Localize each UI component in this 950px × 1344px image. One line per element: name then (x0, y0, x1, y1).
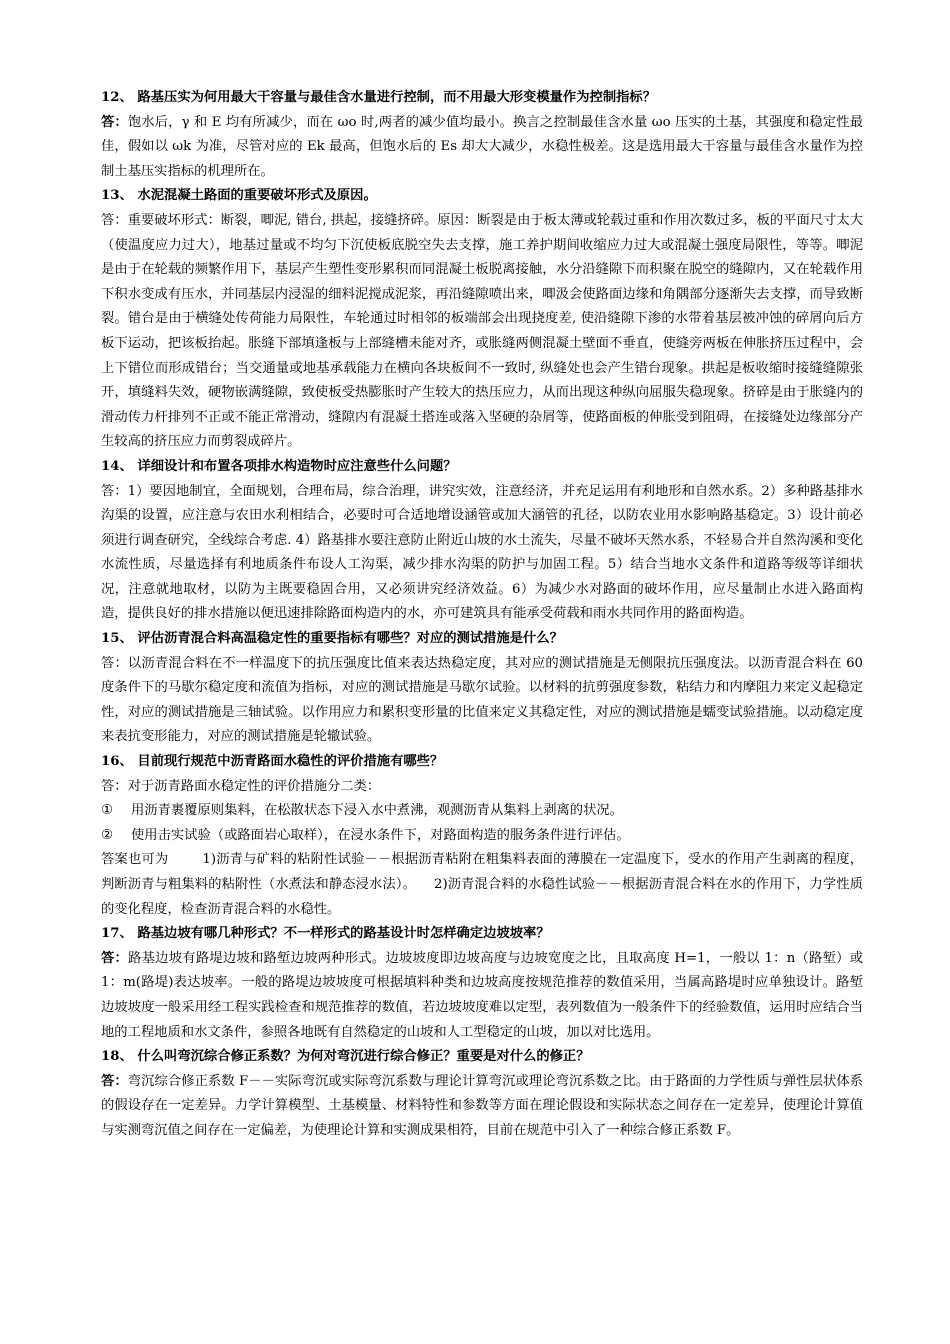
list-number: ② (101, 827, 113, 843)
alt-part-2: 2)沥青混合料的水稳性试验－－根据沥青混合料在水的作用下，力学性质的变化程度，检查沥青混合料的水稳性。 (101, 877, 863, 917)
list-item (101, 799, 863, 824)
answer-text: 弯沉综合修正系数 F－－实际弯沉或实际弯沉系数与理论计算弯沉或理论弯沉系数之比。由于路面的力学性质与弹性层状体系的假设存在一定差异。力学计算模型、土基模量、材料特性和参数等方面在理论假设和实际状态之间存在一定差异，使理论计算值与实测弯沉值之间存在一定偏差，为使理论计算和实测成果相符，目前在规范中引入了一种综合修正系数 F。 (101, 1073, 864, 1138)
answer-label: 答： (101, 114, 128, 130)
answer-text: 饱水后，γ 和 E 均有所减少，而在 ωo 时,两者的减少值均最小。换言之控制最佳含水量 ωo 压实的土基，其强度和稳定性最佳，假如以 ωk 为准，尽管对应的 Ek 最高，但饱水后的 Es 却大大减少，水稳性极差。这是选用最大干容量与最佳含水量作为控制土基压实指标的机理所在。 (101, 114, 863, 179)
question-14: 14、 详细设计和布置各项排水构造物时应注意些什么问题？ (101, 458, 457, 474)
list-number: ① (101, 803, 113, 819)
answer-13: 答：重要破坏形式：断裂，唧泥, 错台, 拱起，接缝挤碎。原因：断裂是由于板太薄或轮载过重和作用次数过多，板的平面尺寸太大（使温度应力过大），地基过量或不均匀下沉使板底脱空失去支撑，施工养护期间收缩应力过大或混凝土强度局限性，等等。唧泥是由于在轮载的频繁作用下，基层产生塑性变形累积而同混凝土板脱离接触，水分沿缝隙下而积聚在脱空的缝隙内，又在轮载作用下积水变成有压水，并同基层内浸湿的细料泥搅成泥浆，再沿缝隙喷出来，唧汲会使路面边缘和角隅部分逐渐失去支撑，而导致断裂。错台是由于横缝处传荷能力局限性，车轮通过时相邻的板端部会出现挠度差, 使沿缝隙下渗的水带着基层被冲蚀的碎屑向后方板下运动，把该板抬起。胀缝下部填逢板与上部缝槽未能对齐，或胀缝两侧混凝土壁面不垂直，使缝旁两板在伸胀挤压过程中，会上下错位而形成错台；当交通量或地基承载能力在横向各块板间不一致时, 纵缝处也会产生错台现象。拱起是板收缩时接缝缝隙张开，填缝料失效，硬物嵌满缝隙，致使板受热膨胀时产生较大的热压应力，从而出现这种纵向屈服失稳现象。挤碎是由于胀缝内的滑动传力杆排列不正或不能正常滑动，缝隙内有混凝土搭连或落入坚硬的杂屑等，使路面板的伸胀受到阻碍，在接缝处边缘部分产生较高的挤压应力而剪裂成碎片。 (101, 212, 863, 450)
answer-14: 答：1）要因地制宜，全面规划，合理布局，综合治理，讲究实效，注意经济，并充足运用有利地形和自然水系。2）多种路基排水沟渠的设置，应注意与农田水利相结合，必要时可合适地增设涵管或加大涵管的孔径，以防农业用水影响路基稳定。3）设计前必须进行调查研究，全线综合考虑. 4）路基排水要注意防止附近山坡的水土流失，尽量不破坏天然水系，不轻易合并自然沟溪和变化水流性质，尽量选择有利地质条件布设人工沟渠，减少排水沟渠的防护与加固工程。5）结合当地水文条件和道路等级等详细状况，注意就地取材，以防为主既要稳固合用，又必须讲究经济效益。6）为减少水对路面的破坏作用，应尽量制止水进入路面构造，提供良好的排水措施以便迅速排除路面构造内的水，亦可建筑具有能承受荷载和雨水共同作用的路面构造。 (101, 483, 863, 622)
answer-label: 答： (101, 1073, 128, 1089)
list-text: 用沥青裹覆原则集料，在松散状态下浸入水中煮沸，观测沥青从集料上剥离的状况。 (131, 803, 623, 819)
answer-15: 答：以沥青混合料在不一样温度下的抗压强度比值来表达热稳定度，其对应的测试措施是无侧限抗压强度法。以沥青混合料在 60 度条件下的马歇尔稳定度和流值为指标，对应的测试措施是马歇尔试验。以材料的抗剪强度参数，粘结力和内摩阻力来定义起稳定性，对应的测试措施是三轴试验。以作用应力和累积变形量的比值来定义其稳定性，对应的测试措施是蠕变试验措施。以动稳定度来表抗变形能力，对应的测试措施是轮辙试验。 (101, 655, 863, 745)
list-text: 使用击实试验（或路面岩心取样），在浸水条件下，对路面构造的服务条件进行评估。 (131, 827, 630, 843)
answer-18 (101, 1070, 863, 1144)
question-17: 17、 路基边坡有哪几种形式？不一样形式的路基设计时怎样确定边坡坡率？ (101, 926, 550, 942)
alt-part-1: 1)沥青与矿料的粘附性试验－－根据沥青粘附在粗集料表面的薄膜在一定温度下，受水的作用产生剥离的程度，判断沥青与粗集料的粘附性（水煮法和静态浸水法）。 (101, 852, 864, 892)
question-15: 15、 评估沥青混合料高温稳定性的重要指标有哪些？对应的测试措施是什么？ (101, 631, 563, 647)
alt-prefix: 答案也可为 (101, 852, 169, 868)
question-18: 18、 什么叫弯沉综合修正系数？为何对弯沉进行综合修正？重要是对什么的修正？ (101, 1049, 590, 1065)
answer-12 (101, 111, 863, 185)
answer-17 (101, 947, 863, 1045)
answer-text: 路基边坡有路堤边坡和路堑边坡两种形式。边坡坡度即边坡高度与边坡宽度之比，且取高度 H=1，一般以 1：n（路堑）或 1：m(路堤)表达坡率。一般的路堤边坡坡度可根据填料种类和边坡高度按规范推荐的数值采用，当属高路堤时应单独设计。路堑边坡坡度一般采用经工程实践检查和规范推荐的数值，若边坡坡度难以定型，表列数值为一般条件下的经验数值，运用时应结合当地的工程地质和水文条件，参照各地既有自然稳定的山坡和人工型稳定的山坡，加以对比选用。 (101, 950, 863, 1040)
answer-16: 答：对于沥青路面水稳定性的评价措施分二类： (101, 778, 381, 794)
alternative-answer-16 (101, 848, 863, 922)
question-16: 16、 目前现行规范中沥青路面水稳性的评价措施有哪些？ (101, 754, 444, 770)
answer-label: 答： (101, 950, 129, 966)
question-13: 13、 水泥混凝土路面的重要破坏形式及原因。 (101, 188, 377, 204)
list-item (101, 824, 863, 849)
question-12: 12、 路基压实为何用最大干容量与最佳含水量进行控制，而不用最大形变模量作为控制指标？ (101, 90, 657, 105)
document-page (101, 86, 863, 1144)
